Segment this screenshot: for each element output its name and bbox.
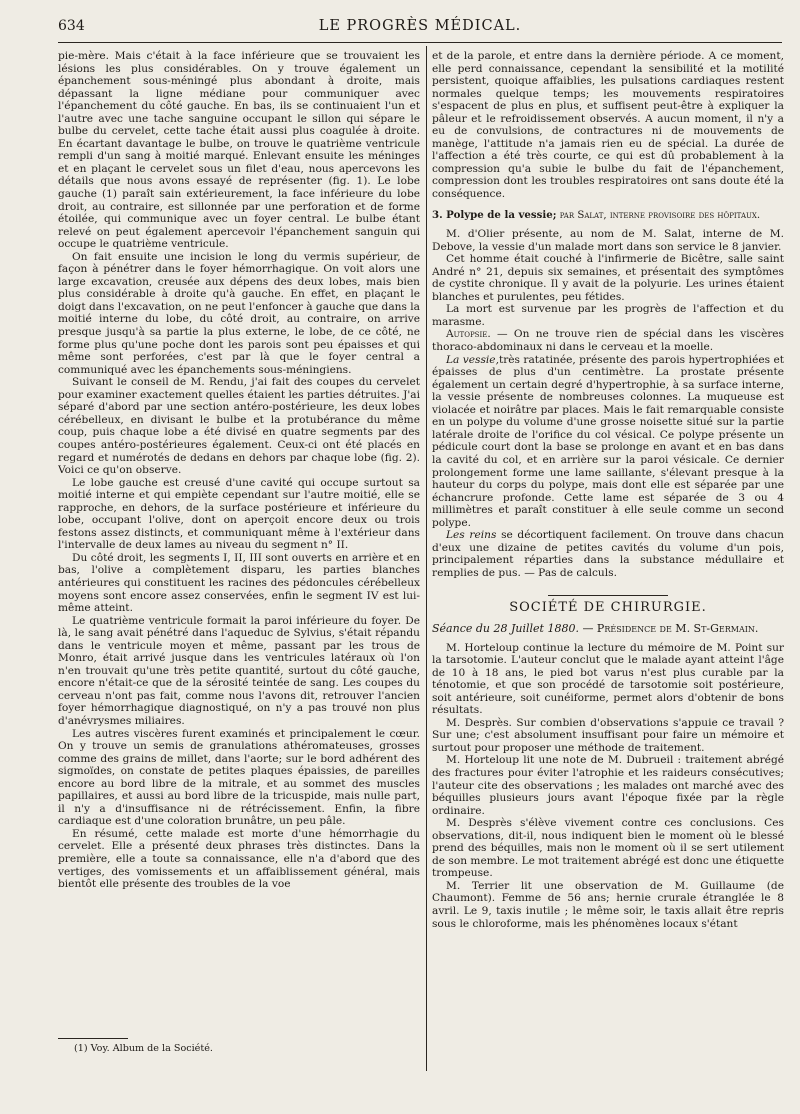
- session-date: Séance du 28 Juillet 1880.: [432, 621, 579, 635]
- page-number: 634: [58, 18, 85, 34]
- paragraph: On fait ensuite une incision le long du vermis supérieur, de façon à pénétrer dans le foyer hémorrhagique. On voit alors une large excavation, creusée aux dépens des deux lobes, mais bien plus considérable à droite qu'à gauche. En effet, en plaçant le doigt dans l'excavation, on ne peut l'enfoncer à gauche que dans la moitié interne du lobe, du côté droit, au contraire, on arrive presque jusqu'à sa partie la plus externe, le lobe, de ce côté, ne forme plus qu'une poche dont les parois sont peu épaisses et qui même sont perforées, c'est par là que le foyer central a communiqué avec les épanchements sous-méningiens.: [58, 250, 420, 376]
- footnote: (1) Voy. Album de la Société.: [74, 1043, 213, 1054]
- left-column: [58, 50, 420, 1104]
- vessie-text: très ratatinée, présente des parois hypertrophiées et épaisses de plus d'un centimètre. La prostate présente également un certain degré d'hypertrophie, à sa surface interne, la vessie présente de nombreuses colonnes. La muqueuse est violacée et noirâtre par places. Mais le fait remarquable consiste en un polype du volume d'une grosse noisette situé sur la partie latérale droite de l'orifice du col vésical. Ce polype présente un pédicule court dont la base se prolonge en avant et en bas dans la cavité du col, et en arrière sur la paroi vésicale. Ce dernier prolongement forme une lame saillante, s'élevant presque à la hauteur du corps du polype, mais dont elle est séparée par une échancrure profonde. Cette lame est séparée de 3 ou 4 millimètres et paraît constituer à elle seule comme un second polype.: [432, 353, 784, 529]
- case-author: par Salat, interne provisoire des hôpitaux.: [559, 209, 761, 221]
- case-title: 3. Polype de la vessie;: [432, 208, 557, 221]
- paragraph: et de la parole, et entre dans la dernière période. A ce moment, elle perd connaissance, cependant la sensibilité et la motilité persistent, quoique affaiblies, les pulsations cardiaques restent normales quelque temps; les mouvements respiratoires s'espacent de plus en plus, et suffisent peut-être à expliquer la pâleur et le refroidissement observés. A aucun moment, il n'y a eu de convulsions, de contractures ni de mouvements de manège, l'attitude n'a jamais rien eu de spécial. La durée de l'affection a été très courte, ce qui est dû probablement à la compression qu'a subie le bulbe du fait de l'épanchement, compression dont les troubles respiratoires ont sans doute été la conséquence.: [432, 50, 784, 201]
- presidence: — Présidence de M. St-Germain.: [582, 621, 759, 635]
- paragraph: En résumé, cette malade est morte d'une hémorrhagie du cervelet. Elle a présenté deux phrases très distinctes. Dans la première, elle a toute sa connaissance, elle n'a d'abord que des vertiges, des vomissements et un affaiblissement général, mais bientôt elle présente des troubles de la voe: [58, 827, 420, 891]
- page-header: [58, 16, 782, 43]
- case-heading: [432, 209, 784, 223]
- autopsy-text: — On ne trouve rien de spécial dans les viscères thoraco-abdominaux ni dans le cerveau et la moelle.: [432, 328, 784, 354]
- section-title: SOCIÉTÉ DE CHIRURGIE.: [509, 600, 707, 616]
- paragraph: Suivant le conseil de M. Rendu, j'ai fait des coupes du cervelet pour examiner exactement quelles étaient les parties détruites. J'ai séparé d'abord par une section antéro-postérieure, les deux lobes cérébelleux, en divisant le bulbe et la protubérance du même coup, puis chaque lobe a été divisé en quatre segments par des coupes antéro-postérieures également. Ceux-ci ont été placés en regard et numérotés de dedans en dehors par chaque lobe (fig. 2). Voici ce qu'on observe.: [58, 376, 420, 477]
- section-heading: [432, 595, 784, 615]
- reins-text: se décortiquent facilement. On trouve dans chacun d'eux une dizaine de petites cavités du volume d'un pois, principalement réparties dans la substance médullaire et remplies de pus. — Pas de calculs.: [432, 529, 784, 579]
- paragraph: [432, 328, 784, 353]
- paragraph: [432, 354, 784, 530]
- paragraph: Cet homme était couché à l'infirmerie de Bicêtre, salle saint André n° 21, depuis six semaines, et présentait des symptômes de cystite chronique. Il y avait de la polyurie. Les urines étaient blanches et purulentes, peu fétides.: [432, 253, 784, 303]
- paragraph: Du côté droit, les segments I, II, III sont ouverts en arrière et en bas, l'olive a complètement disparu, les parties blanches antérieures qui constituent les racines des pédoncules cérébelleux moyens sont encore assez conservées, enfin le segment IV est lui-même atteint.: [58, 551, 420, 615]
- paragraph: La mort est survenue par les progrès de l'affection et du marasme.: [432, 303, 784, 328]
- vessie-word: La vessie,: [446, 353, 499, 366]
- paragraph: Le quatrième ventricule formait la paroi inférieure du foyer. De là, le sang avait pénétré dans l'aqueduc de Sylvius, s'était répandu dans le ventricule moyen et même, passant par les trous de Monro, était arrivé jusque dans les ventricules latéraux où l'on n'en trouvait qu'une très petite quantité, surtout du côté gauche, encore n'était-ce que de la sérosité teintée de sang. Les coupes du cerveau n'ont pas fait, comme nous l'avons dit, retrouver l'ancien foyer hémorrhagique diagnostiqué, on n'y a pas trouvé non plus d'anévrysmes miliaires.: [58, 614, 420, 727]
- paragraph: Les autres viscères furent examinés et principalement le cœur. On y trouve un semis de granulations athéromateuses, grosses comme des grains de millet, dans l'aorte; sur le bord adhérent des sigmoïdes, on constate de petites plaques épaissies, de pareilles encore au bord libre de la mitrale, et au sommet des muscles papillaires, et aussi au bord libre de la tricuspide, mais nulle part, il n'y a d'insuffisance ni de rétrécissement. Enfin, la fibre cardiaque est d'une coloration brunâtre, un peu pâle.: [58, 727, 420, 828]
- section-rule: [548, 595, 668, 596]
- paragraph: [432, 529, 784, 579]
- paragraph: M. Desprès s'élève vivement contre ces conclusions. Ces observations, dit-il, nous indiquent bien le moment où le blessé prend des béquilles, mais non le moment où il se sert utilement de son membre. Le mot traitement abrégé est donc une étiquette trompeuse.: [432, 817, 784, 880]
- paragraph: M. Desprès. Sur combien d'observations s'appuie ce travail ? Sur une; c'est absolument insuffisant pour faire un mémoire et surtout pour proposer une méthode de traitement.: [432, 716, 784, 754]
- right-column: [432, 50, 784, 1104]
- paragraph: pie-mère. Mais c'était à la face inférieure que se trouvaient les lésions les plus considérables. On y trouve également un épanchement sous-méningé plus abondant à droite, mais dépassant la ligne médiane pour communiquer avec l'épanchement du côté gauche. En bas, ils se continuaient l'un et l'autre avec une tache sanguine occupant le sillon qui sépare le bulbe du cervelet, cette tache était aussi plus coagulée à droite. En écartant davantage le bulbe, on trouve le quatrième ventricule rempli d'un sang à moitié marqué. Enlevant ensuite les méninges et en plaçant le cervelet sous un filet d'eau, nous apercevons les détails que nous avons essayé de représenter (fig. 1). Le lobe gauche (1) paraît sain extérieurement, la face inférieure du lobe droit, au contraire, est sillonnée par une perforation et de forme étoilée, qui communique avec un foyer central. Le bulbe étant relevé on peut également apercevoir l'épanchement sanguin qui occupe le quatrième ventricule.: [58, 50, 420, 251]
- paragraph: M. Horteloup continue la lecture du mémoire de M. Point sur la tarsotomie. L'auteur conclut que le malade ayant atteint l'âge de 10 à 18 ans, le pied bot varus n'est plus curable par la ténotomie, et que son procédé de tarsotomie soit postérieure, soit antérieure, soit cunéiforme, permet alors d'obtenir de bons résultats.: [432, 641, 784, 717]
- journal-title: LE PROGRÈS MÉDICAL.: [318, 18, 522, 34]
- column-divider: [426, 46, 427, 1071]
- reins-word: Les reins: [446, 529, 497, 542]
- footnote-rule: [58, 1038, 128, 1039]
- paragraph: Le lobe gauche est creusé d'une cavité qui occupe surtout sa moitié interne et qui empiète cependant sur l'autre moitié, elle se rapproche, en dehors, de la surface postérieure et inférieure du lobe, occupant l'olive, dont on aperçoit encore deux ou trois festons assez distincts, et communiquant même à l'extérieur dans l'intervalle de deux lames au niveau du segment n° II.: [58, 476, 420, 552]
- autopsy-label: Autopsie.: [446, 328, 491, 341]
- session-line: [432, 623, 784, 636]
- paragraph: M. Terrier lit une observation de M. Guillaume (de Chaumont). Femme de 56 ans; hernie crurale étranglée le 8 avril. Le 9, taxis inutile ; le même soir, le taxis allait être repris sous le chloroforme, mais les phénomènes locaux s'étant: [432, 879, 784, 930]
- paragraph: M. Horteloup lit une note de M. Dubrueil : traitement abrégé des fractures pour éviter l'atrophie et les raideurs consécutives; l'auteur cite des observations ; les malades ont marché avec des béquilles plusieurs jours avant l'époque fixée par la règle ordinaire.: [432, 754, 784, 817]
- paragraph: M. d'Olier présente, au nom de M. Salat, interne de M. Debove, la vessie d'un malade mort dans son service le 8 janvier.: [432, 228, 784, 253]
